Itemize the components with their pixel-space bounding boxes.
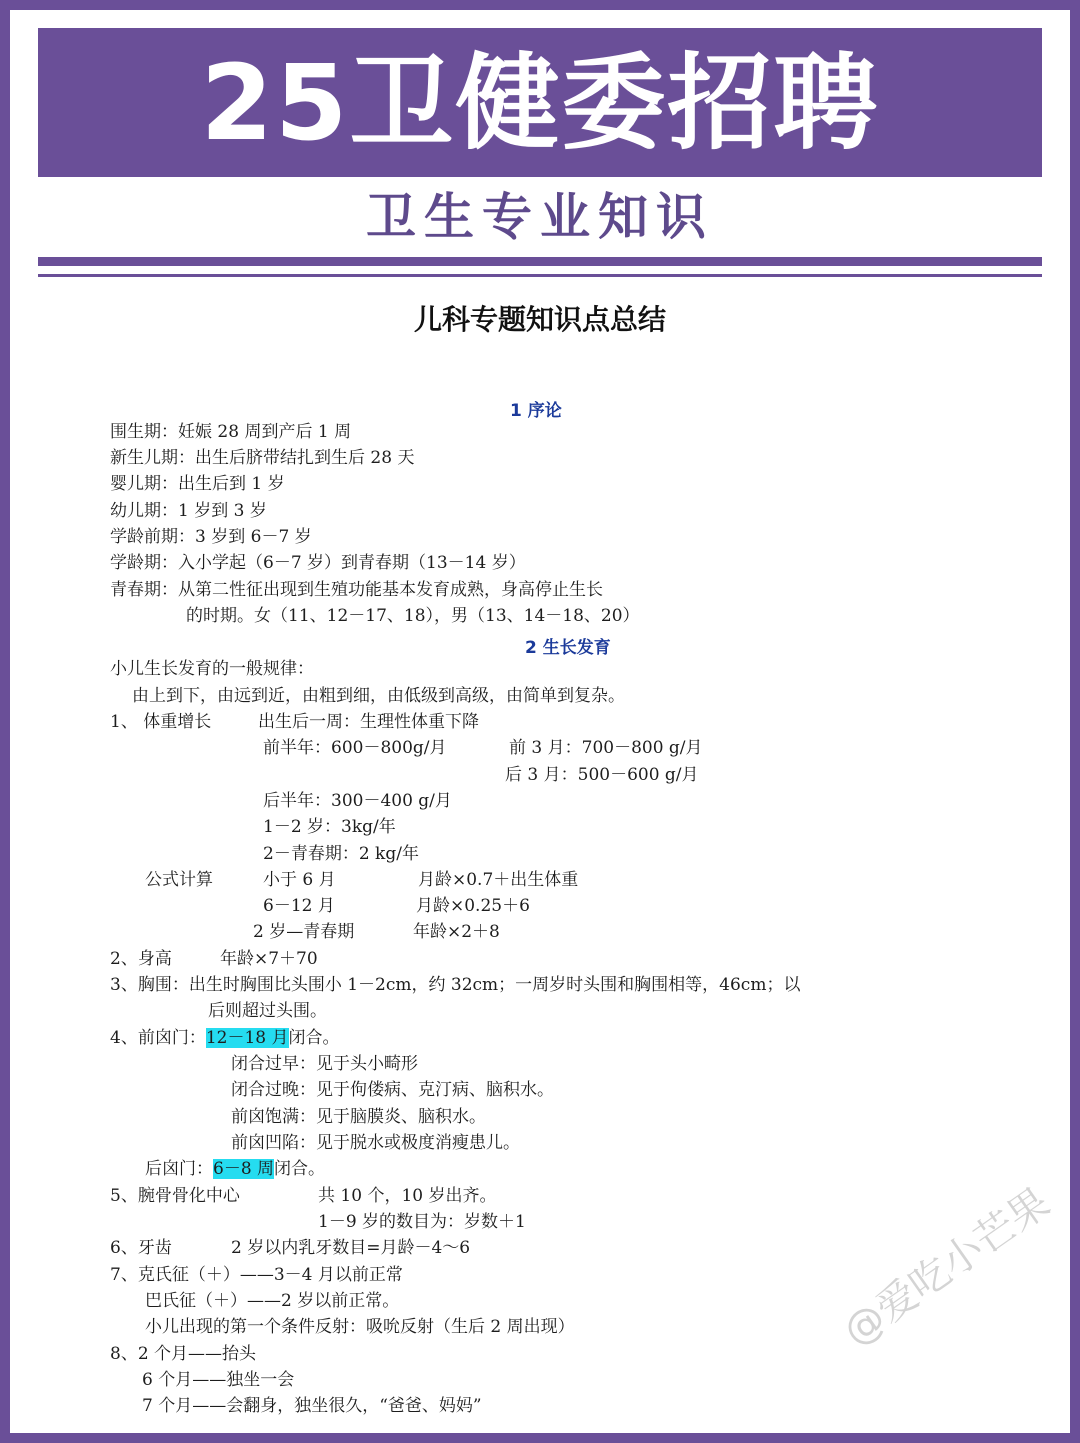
text-line: 5、腕骨骨化中心 <box>110 1186 240 1206</box>
text-line: 2 岁以内乳牙数目=月龄－4～6 <box>231 1238 471 1258</box>
text-line: 学龄期：入小学起（6－7 岁）到青春期（13－14 岁） <box>110 553 526 573</box>
text-line: 8、2 个月——抬头 <box>110 1344 257 1364</box>
divider-thin <box>38 274 1042 277</box>
text-line: 闭合过晚：见于佝偻病、克汀病、脑积水。 <box>231 1080 554 1100</box>
text-line: 月龄×0.25＋6 <box>416 896 530 916</box>
text-segment: 后囟门： <box>145 1159 213 1179</box>
text-line: 1－2 岁：3kg/年 <box>263 817 396 837</box>
text-line: 2－青春期：2 kg/年 <box>263 844 419 864</box>
highlight-mark: 12－18 月 <box>205 1028 289 1048</box>
document-page <box>10 10 1070 1433</box>
section-heading-growth: 2 生长发育 <box>525 638 611 658</box>
text-line: 学龄前期：3 岁到 6－7 岁 <box>110 527 312 547</box>
text-line: 公式计算 <box>145 870 213 890</box>
text-segment: 4、前囟门： <box>110 1028 206 1048</box>
text-line: 婴儿期：出生后到 1 岁 <box>110 474 285 494</box>
text-segment: 闭合。 <box>288 1028 340 1048</box>
text-line: 7、克氏征（＋）——3－4 月以前正常 <box>110 1265 403 1285</box>
section-heading-intro: 1 序论 <box>510 401 562 421</box>
text-line: 6 个月——独坐一会 <box>142 1370 295 1390</box>
text-line: 小儿生长发育的一般规律： <box>110 659 314 679</box>
text-line: 年龄×7＋70 <box>220 949 318 969</box>
text-line: 月龄×0.7＋出生体重 <box>418 870 579 890</box>
title-banner <box>38 28 1042 177</box>
highlight-mark: 6－8 周 <box>213 1159 275 1179</box>
text-line: 后 3 月：500－600 g/月 <box>505 765 699 785</box>
text-line: 1－9 岁的数目为：岁数＋1 <box>318 1212 526 1232</box>
text-line: 6、牙齿 <box>110 1238 172 1258</box>
text-line: 前 3 月：700－800 g/月 <box>509 738 703 758</box>
text-segment: 闭合。 <box>274 1159 326 1179</box>
subtitle: 卫生专业知识 <box>366 188 714 246</box>
doc-title: 儿科专题知识点总结 <box>413 303 666 336</box>
text-line: 1、 体重增长 <box>110 712 212 732</box>
text-line: 前半年：600－800g/月 <box>263 738 447 758</box>
text-line: 年龄×2＋8 <box>413 922 500 942</box>
text-line: 青春期：从第二性征出现到生殖功能基本发育成熟，身高停止生长 <box>110 580 603 600</box>
text-line: 后则超过头围。 <box>208 1001 327 1021</box>
text-line: 小儿出现的第一个条件反射：吸吮反射（生后 2 周出现） <box>145 1317 575 1337</box>
text-line: 后半年：300－400 g/月 <box>263 791 452 811</box>
text-line: 幼儿期：1 岁到 3 岁 <box>110 501 267 521</box>
text-line: 共 10 个，10 岁出齐。 <box>318 1186 497 1206</box>
text-line: 2、身高 <box>110 949 172 969</box>
text-line: 出生后一周：生理性体重下降 <box>258 712 479 732</box>
text-line: 巴氏征（＋）——2 岁以前正常。 <box>145 1291 400 1311</box>
text-line: 2 岁—青春期 <box>253 922 355 942</box>
text-line: 6－12 月 <box>263 896 335 916</box>
divider-thick <box>38 257 1042 266</box>
text-line <box>145 1158 325 1180</box>
text-line: 围生期：妊娠 28 周到产后 1 周 <box>110 422 352 442</box>
text-line: 新生儿期：出生后脐带结扎到生后 28 天 <box>110 448 415 468</box>
text-line <box>110 1027 340 1049</box>
text-line: 7 个月——会翻身，独坐很久，“爸爸、妈妈” <box>142 1396 482 1416</box>
text-line: 的时期。女（11、12－17、18），男（13、14－18、20） <box>186 606 640 626</box>
text-line: 3、胸围：出生时胸围比头围小 1－2cm，约 32cm；一周岁时头围和胸围相等，46cm；以 <box>110 975 801 995</box>
banner-title: 25卫健委招聘 <box>200 41 880 164</box>
text-line: 由上到下，由远到近，由粗到细，由低级到高级，由简单到复杂。 <box>132 686 625 706</box>
text-line: 小于 6 月 <box>263 870 336 890</box>
text-line: 前囟饱满：见于脑膜炎、脑积水。 <box>231 1107 486 1127</box>
text-line: 前囟凹陷：见于脱水或极度消瘦患儿。 <box>231 1133 520 1153</box>
watermark: @爱吃小芒果 <box>835 1179 1059 1356</box>
text-line: 闭合过早：见于头小畸形 <box>231 1054 418 1074</box>
